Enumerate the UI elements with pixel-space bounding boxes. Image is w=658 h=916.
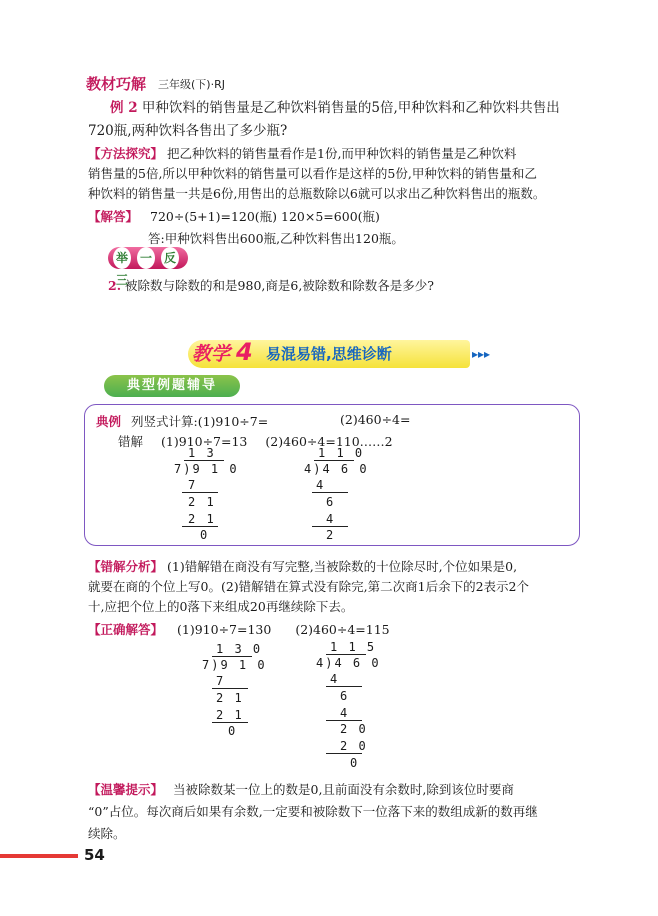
banner-arrows-icon: ▸▸▸ xyxy=(472,347,491,361)
c2-dividend: 4)4 6 0 xyxy=(316,656,381,670)
w1-line2 xyxy=(182,526,218,527)
page-number: 54 xyxy=(84,846,105,864)
c1-step2: 2 1 xyxy=(216,691,244,705)
analysis-line3: 十,应把个位上的0落下来组成20再继续除下去。 xyxy=(88,599,354,614)
c2-step4: 2 0 xyxy=(340,722,368,736)
c2-bar xyxy=(326,654,366,655)
c2-step2: 6 xyxy=(340,689,350,703)
exercise2-text: 被除数与除数的和是980,商是6,被除数和除数各是多少? xyxy=(125,278,435,293)
badge-char-2: 一 xyxy=(137,247,155,269)
c1-line1 xyxy=(212,688,248,689)
c2-line1 xyxy=(326,686,362,687)
correct-eq1: (1)910÷7=130 xyxy=(177,622,272,637)
c2-step5: 2 0 xyxy=(340,739,368,753)
exercise2 xyxy=(108,276,434,294)
banner-title: 易混易错,思维诊断 xyxy=(266,345,392,363)
tip-line2: “0”占位。每次商后如果有余数,一定要和被除数下一位落下来的数组成新的数再继 xyxy=(88,804,538,819)
c2-step1: 4 xyxy=(330,672,340,686)
wrong-label: 错解 xyxy=(118,434,144,449)
w1-step2: 2 1 xyxy=(188,495,216,509)
c1-line2 xyxy=(212,722,248,723)
grade-label: 三年级(下)·RJ xyxy=(158,78,225,91)
wrong-eq2: (2)460÷4=110……2 xyxy=(265,434,393,449)
answer-line1 xyxy=(88,207,380,225)
wrong-eq1: (1)910÷7=13 xyxy=(161,434,248,449)
w1-step1: 7 xyxy=(188,478,198,492)
w1-remainder: 0 xyxy=(200,528,210,542)
c1-step1: 7 xyxy=(216,674,226,688)
correct-eq2: (2)460÷4=115 xyxy=(295,622,390,637)
typical-example-badge: 典型例题辅导 xyxy=(104,375,240,397)
typical-prompt xyxy=(96,412,268,430)
c1-step3: 2 1 xyxy=(216,708,244,722)
w1-quotient: 1 3 xyxy=(188,446,216,460)
w2-line1 xyxy=(312,492,348,493)
banner-number: 4 xyxy=(236,338,253,366)
method-tag: 【方法探究】 xyxy=(88,146,164,161)
tip-text1: 当被除数某一位上的数是0,且前面没有余数时,除到该位时要商 xyxy=(173,782,514,797)
correct-line xyxy=(88,620,390,638)
section-banner xyxy=(188,338,491,368)
typical-prompt-text: 列竖式计算:(1)910÷7= xyxy=(131,414,269,429)
badge-char-1: 举 xyxy=(113,247,131,269)
w2-step1: 4 xyxy=(316,478,326,492)
c1-quotient: 1 3 0 xyxy=(216,642,263,656)
w1-dividend: 7)9 1 0 xyxy=(174,462,239,476)
w2-bar xyxy=(314,460,354,461)
analysis-tag: 【错解分析】 xyxy=(88,559,164,574)
method-line1 xyxy=(88,144,516,162)
w1-line1 xyxy=(182,492,218,493)
w2-step2: 6 xyxy=(326,495,336,509)
method-line3: 种饮料的销售量一共是6份,用售出的总瓶数除以6就可以求出乙种饮料售出的瓶数。 xyxy=(88,186,546,201)
answer-line2: 答:甲种饮料售出600瓶,乙种饮料售出120瓶。 xyxy=(148,231,404,246)
typical-label: 典例 xyxy=(96,414,122,429)
badge-char-4: 三 xyxy=(113,269,131,291)
c2-quotient: 1 1 5 xyxy=(330,640,377,654)
tip-line3: 续除。 xyxy=(88,826,126,841)
answer-tag: 【解答】 xyxy=(88,209,139,224)
w2-step3: 4 xyxy=(326,512,336,526)
c1-remainder: 0 xyxy=(228,724,238,738)
example2-text: 甲种饮料的销售量是乙种饮料销售量的5倍,甲种饮料和乙种饮料共售出 xyxy=(141,100,560,116)
example2-question-line1 xyxy=(110,96,560,116)
c2-remainder: 0 xyxy=(350,756,360,770)
c2-line2 xyxy=(326,720,362,721)
method-line2: 销售量的5倍,所以甲种饮料的销售量可以看作是这样的5份,甲种饮料的销售量和乙 xyxy=(88,166,537,181)
w2-remainder: 2 xyxy=(326,528,336,542)
example2-question-line2: 720瓶,两种饮料各售出了多少瓶? xyxy=(88,123,288,139)
answer-formula: 720÷(5+1)=120(瓶) 120×5=600(瓶) xyxy=(150,209,380,224)
page-footer-bar xyxy=(0,854,78,858)
banner-prefix: 教学 xyxy=(192,343,231,365)
correct-tag: 【正确解答】 xyxy=(88,622,164,637)
c1-bar xyxy=(212,656,252,657)
method-text1: 把乙种饮料的销售量看作是1份,而甲种饮料的销售量是乙种饮料 xyxy=(167,146,517,161)
w2-dividend: 4)4 6 0 xyxy=(304,462,369,476)
practice-badge xyxy=(108,247,188,287)
c2-line3 xyxy=(326,753,362,754)
exercise2-num: 2. xyxy=(108,278,122,293)
typical-prompt2: (2)460÷4= xyxy=(340,412,411,427)
book-brand: 教材巧解 xyxy=(86,75,147,93)
analysis-line2: 就要在商的个位上写0。(2)错解错在算式没有除完,第二次商1后余下的2表示2个 xyxy=(88,579,529,594)
badge-char-3: 反 xyxy=(161,247,179,269)
example2-label: 例 2 xyxy=(110,100,138,116)
c2-step3: 4 xyxy=(340,706,350,720)
tip-tag: 【温馨提示】 xyxy=(88,782,164,797)
analysis-line1 xyxy=(88,557,517,575)
c1-dividend: 7)9 1 0 xyxy=(202,658,267,672)
w2-line2 xyxy=(312,526,348,527)
tip-line1 xyxy=(88,780,514,798)
w1-step3: 2 1 xyxy=(188,512,216,526)
analysis-text1: (1)错解错在商没有写完整,当被除数的十位除尽时,个位如果是0, xyxy=(167,559,518,574)
w1-bar xyxy=(184,460,224,461)
w2-quotient: 1 1 0 xyxy=(318,446,365,460)
